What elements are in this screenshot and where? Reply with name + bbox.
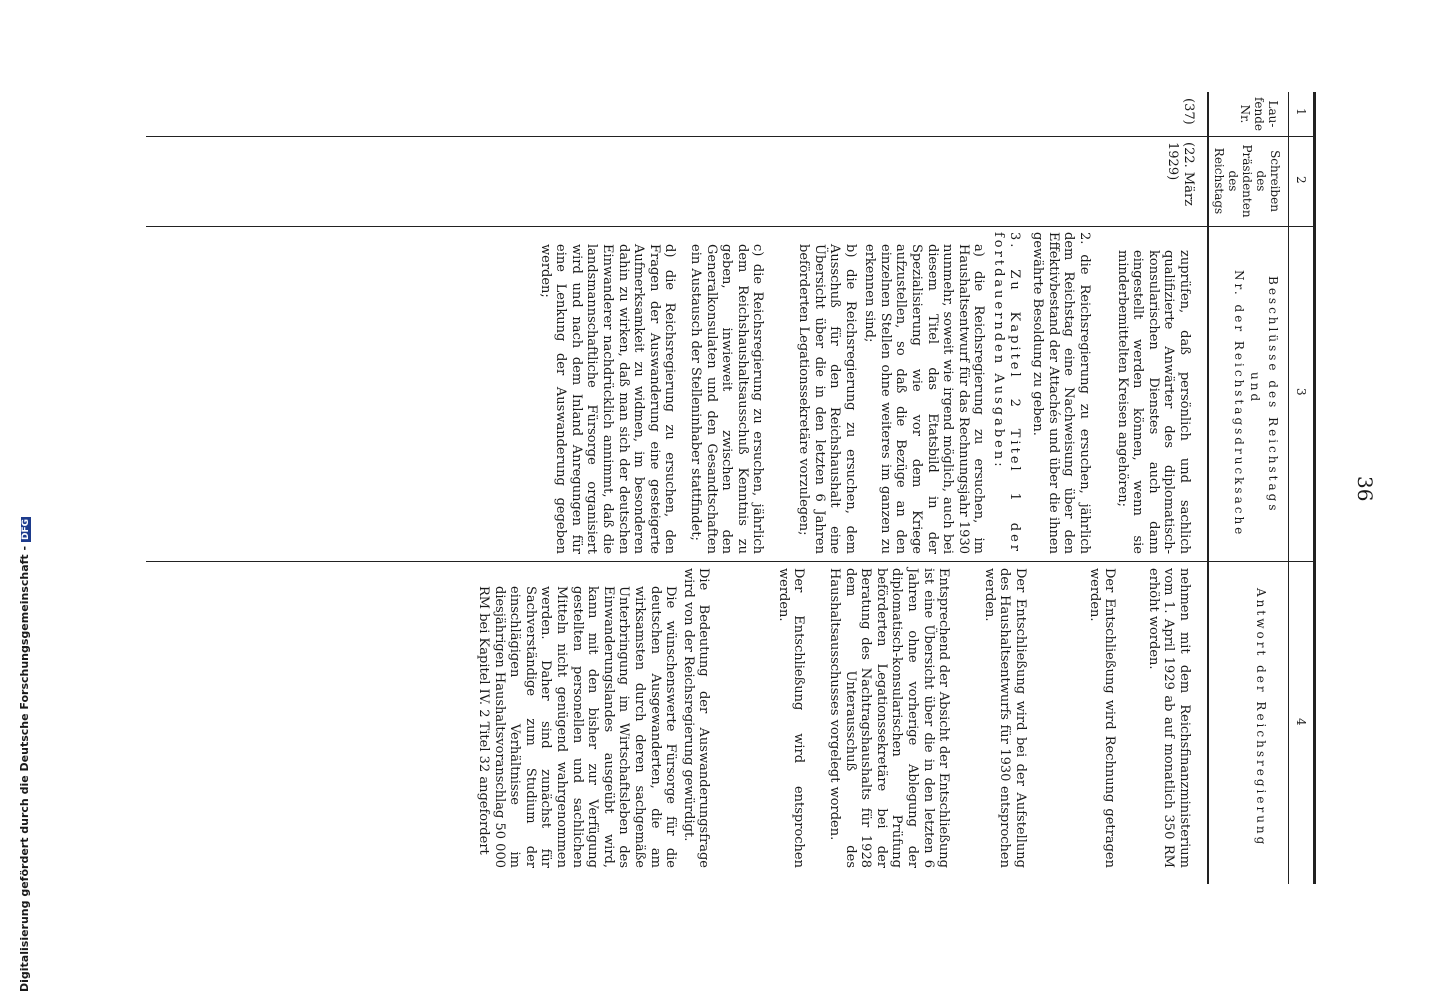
column-header-3-line1: Beschlüsse des Reichstags	[1266, 276, 1280, 514]
column-header-3-line2: und	[1248, 372, 1262, 405]
column-number-2: 2	[1294, 176, 1308, 184]
dfg-logo: DFG	[21, 518, 31, 540]
answer-3d-intro: Die Bedeutung der Auswanderungsfrage wird von der Reichsregierung gewürdigt.	[680, 568, 712, 868]
resolution-2: 2. die Reichsregierung zu ersuchen, jährlich dem Reichstag eine Nachweisung über den Effektivbestand der Attachés und über die ihnen gewährte Besoldung zu geben.	[1030, 232, 1093, 554]
footer-text: Digitalisierung gefördert durch die Deutsche Forschungsgemeinschaft -	[18, 545, 31, 992]
column-divider-3	[146, 561, 1314, 562]
government-answers-column	[132, 568, 1192, 868]
answer-3a: Der Entschließung wird bei der Aufstellung des Haushaltsentwurfs für 1930 entsprochen werden.	[981, 568, 1029, 868]
resolution-3c: c) die Reichsregierung zu ersuchen, jährlich dem Reichshaushaltsausschuß Kenntnis zu geben, inwieweit zwischen den Generalkonsulaten und den Gesandtschaften ein Austausch der Stelleninhaber stattfindet;	[687, 244, 766, 554]
column-header-1: Lau-fende Nr.	[1238, 96, 1280, 132]
column-header-3-line3: Nr. der Reichstagsdrucksache	[1232, 270, 1246, 538]
answer-3d-body: Die wünschenswerte Fürsorge für die deutschen Ausgewanderten, die am wirksamsten durch deren sachgemäße Unterbringung im Wirtschaftsleben des Einwanderungslandes ausgeübt wird, kann mit den bisher zur Verfügung gestellten personellen und sachlichen Mitteln nicht genügend wahrgenommen werden. Daher sind zunächst für Sachverständige zum Studium der einschlägigen Verhältnisse im diesjährigen Haushaltsvoranschlag 50 000 RM bei Kapitel IV. 2 Titel 32 angefordert	[476, 586, 679, 868]
column-number-1: 1	[1294, 108, 1308, 116]
entry-date: (22. März 1929)	[1165, 142, 1196, 207]
answer-continuation: nehmen mit dem Reichsfinanzministerium vom 1. April 1929 ab auf monatlich 350 RM erhöht worden.	[1145, 568, 1192, 868]
resolution-3d: d) die Reichsregierung zu ersuchen, den Fragen der Auswanderung eine gesteigerte Aufmerksamkeit zu widmen, im besonderen dahin zu wirken, daß man sich der deutschen Einwanderer nachdrücklich annimmt, daß die landsmannschaftliche Fürsorge organisiert wird und nach dem Inland Anregungen für eine Lenkung der Auswanderung gegeben werden;	[537, 244, 678, 554]
resolution-continuation: zuprüfen, daß persönlich und sachlich qualifizierte Anwärter des diplomatisch-konsularischen Dienstes auch dann eingestellt werden können, wenn sie minderbemittelten Kreisen angehören;	[1114, 250, 1192, 554]
column-number-4: 4	[1294, 718, 1308, 726]
table-top-rule	[1313, 92, 1316, 884]
answer-3b: Entsprechend der Absicht der Entschließung ist eine Übersicht über die in den letzten 6 Jahren ohne vorherige Ablegung der diplomatisch-konsularischen Prüfung beförderten Legationssekretäre bei der Beratung des Nachtragshaushalts für 1928 dem Unterausschuß des Haushaltsausschusses vorgelegt worden.	[827, 568, 952, 868]
column-header-4: Antwort der Reichsregierung	[1254, 588, 1268, 848]
header-number-rule	[1288, 92, 1289, 884]
column-header-2: Schreiben des Präsidenten des Reichstags	[1212, 144, 1282, 218]
resolution-3b: b) die Reichsregierung zu ersuchen, dem Ausschuß für den Reichshaushalt eine Übersicht über die in den letzten 6 Jahren beförderten Legationssekretäre vorzulegen;	[795, 244, 858, 554]
answer-2: Der Entschließung wird Rechnung getragen werden.	[1086, 568, 1118, 868]
digitization-footer	[18, 517, 31, 992]
column-divider-1	[146, 136, 1314, 137]
column-number-3: 3	[1294, 388, 1308, 396]
answer-3c: Der Entschließung wird entsprochen werden.	[775, 568, 807, 868]
column-divider-2	[146, 226, 1314, 227]
resolution-3a: a) die Reichsregierung zu ersuchen, im Haushaltsentwurf für das Rechnungsjahr 1930 nunmehr, soweit wie irgend möglich, auch bei diesem Titel das Etatsbild in der Spezialisierung wie vor dem Kriege aufzustellen, so daß die Bezüge an den einzelnen Stellen ohne weiteres im ganzen zu erkennen sind;	[862, 244, 987, 554]
resolutions-column	[232, 232, 1192, 554]
entry-number: (37)	[1181, 98, 1196, 125]
resolution-3-heading: 3. Zu Kapitel 2 Titel 1 der fortdauernden Ausgaben:	[991, 232, 1022, 554]
header-bottom-rule	[1207, 92, 1209, 884]
page-number: 36	[1353, 476, 1377, 502]
